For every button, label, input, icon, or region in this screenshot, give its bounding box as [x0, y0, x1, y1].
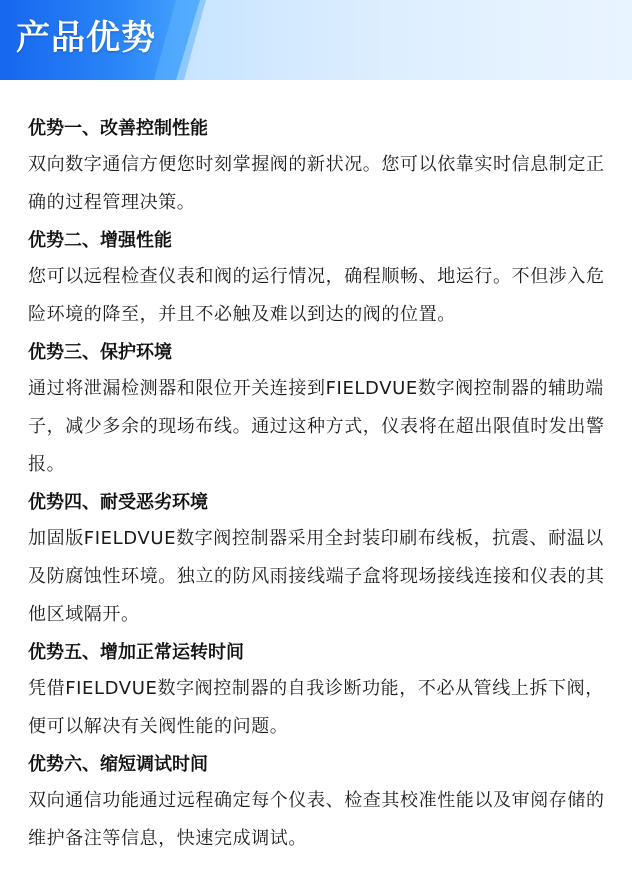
- advantage-section-1: [28, 112, 612, 222]
- advantage-section-2: [28, 224, 612, 334]
- section-body: 您可以远程检查仪表和阀的运行情况，确程顺畅、地运行。不但涉入危险环境的降至，并且不必触及难以到达的阀的位置。: [28, 266, 605, 325]
- section-heading: 优势三、保护环境: [28, 342, 172, 363]
- section-heading: 优势五、增加正常运转时间: [28, 642, 244, 663]
- section-heading: 优势四、耐受恶劣环境: [28, 492, 208, 513]
- advantage-section-5: [28, 636, 612, 746]
- section-body: 通过将泄漏检测器和限位开关连接到FIELDVUE数字阀控制器的辅助端子，减少多余的现场布线。通过这种方式，仪表将在超出限值时发出警报。: [28, 378, 605, 475]
- section-body: 凭借FIELDVUE数字阀控制器的自我诊断功能，不必从管线上拆下阀，便可以解决有关阀性能的问题。: [28, 678, 604, 737]
- advantage-section-4: [28, 486, 612, 634]
- advantage-section-3: [28, 336, 612, 484]
- section-body: 双向通信功能通过远程确定每个仪表、检查其校准性能以及审阅存储的维护备注等信息，快速完成调试。: [28, 790, 605, 849]
- page-title: 产品优势: [16, 18, 156, 58]
- section-body: 加固版FIELDVUE数字阀控制器采用全封装印刷布线板，抗震、耐温以及防腐蚀性环境。独立的防风雨接线端子盒将现场接线连接和仪表的其他区域隔开。: [28, 528, 605, 625]
- advantage-section-6: [28, 748, 612, 858]
- section-heading: 优势六、缩短调试时间: [28, 754, 208, 775]
- header-banner: [0, 0, 632, 80]
- section-heading: 优势一、改善控制性能: [28, 118, 208, 139]
- advantages-list: [28, 112, 612, 860]
- section-heading: 优势二、增强性能: [28, 230, 172, 251]
- section-body: 双向数字通信方便您时刻掌握阀的新状况。您可以依靠实时信息制定正确的过程管理决策。: [28, 154, 605, 213]
